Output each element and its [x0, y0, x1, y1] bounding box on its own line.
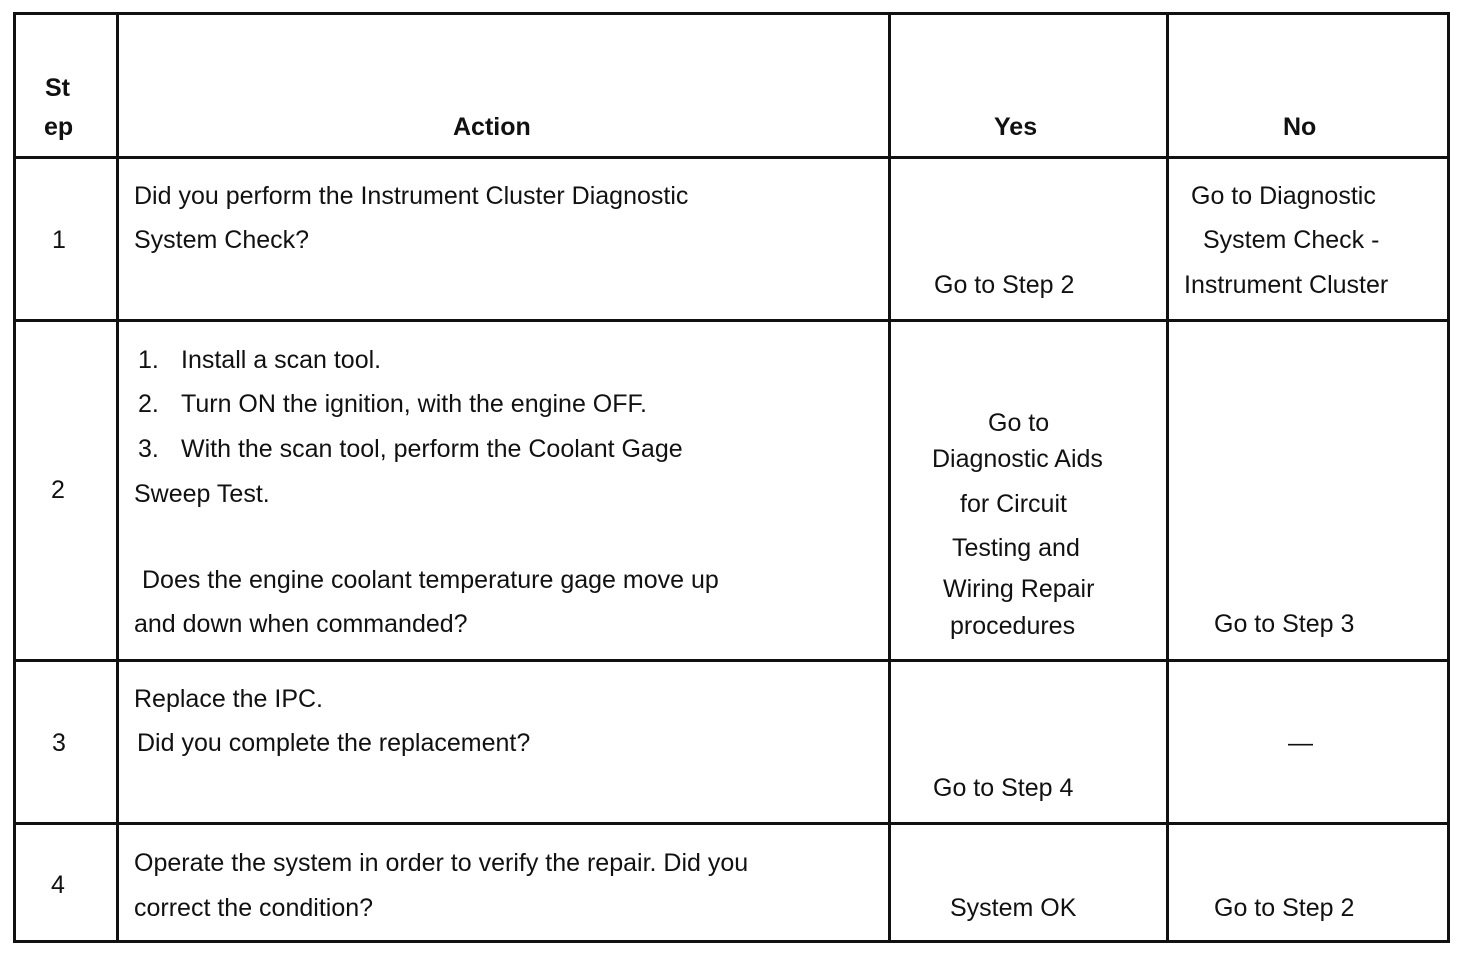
action-text: Did you perform the Instrument Cluster Diagnostic — [134, 182, 689, 210]
action-text: Did you complete the replacement? — [137, 729, 531, 757]
step-number: 3 — [52, 729, 66, 757]
action-text: and down when commanded? — [134, 610, 468, 638]
header-yes: Yes — [994, 113, 1038, 141]
row-divider — [16, 822, 1447, 825]
action-text: Install a scan tool. — [181, 346, 382, 374]
step-number: 1 — [52, 226, 66, 254]
yes-result: Go to Step 2 — [934, 271, 1075, 299]
header-action: Action — [453, 113, 531, 141]
action-text: correct the condition? — [134, 894, 374, 922]
no-result: Go to Diagnostic — [1191, 182, 1376, 210]
step-number: 4 — [51, 871, 65, 899]
action-text: Replace the IPC. — [134, 685, 323, 713]
header-no: No — [1283, 113, 1317, 141]
action-text: Turn ON the ignition, with the engine OFF. — [181, 390, 647, 418]
no-result: — — [1288, 729, 1313, 757]
yes-result: Go to — [988, 409, 1050, 437]
row-divider — [16, 156, 1447, 159]
action-text: Operate the system in order to verify the repair. Did you — [134, 849, 749, 877]
no-result: Go to Step 2 — [1214, 894, 1355, 922]
yes-result: Wiring Repair — [943, 575, 1095, 603]
row-divider — [16, 659, 1447, 662]
column-divider — [888, 15, 891, 940]
no-result: Go to Step 3 — [1214, 610, 1355, 638]
header-step-line2: ep — [44, 113, 74, 141]
action-text: System Check? — [134, 226, 310, 254]
column-divider — [116, 15, 119, 940]
column-divider — [1166, 15, 1169, 940]
action-text: Sweep Test. — [134, 480, 270, 508]
header-step-line1: St — [45, 74, 70, 102]
row-divider — [16, 319, 1447, 322]
action-text: Does the engine coolant temperature gage move up — [142, 566, 719, 594]
diagnostic-table — [13, 12, 1450, 943]
no-result: Instrument Cluster — [1184, 271, 1389, 299]
action-text: With the scan tool, perform the Coolant Gage — [181, 435, 683, 463]
list-number: 2. — [138, 390, 159, 418]
step-number: 2 — [51, 476, 65, 504]
yes-result: for Circuit — [960, 490, 1067, 518]
yes-result: Diagnostic Aids — [932, 445, 1103, 473]
yes-result: Go to Step 4 — [933, 774, 1074, 802]
list-number: 3. — [138, 435, 159, 463]
yes-result: Testing and — [952, 534, 1080, 562]
yes-result: System OK — [950, 894, 1077, 922]
no-result: System Check - — [1203, 226, 1380, 254]
list-number: 1. — [138, 346, 159, 374]
yes-result: procedures — [950, 612, 1076, 640]
